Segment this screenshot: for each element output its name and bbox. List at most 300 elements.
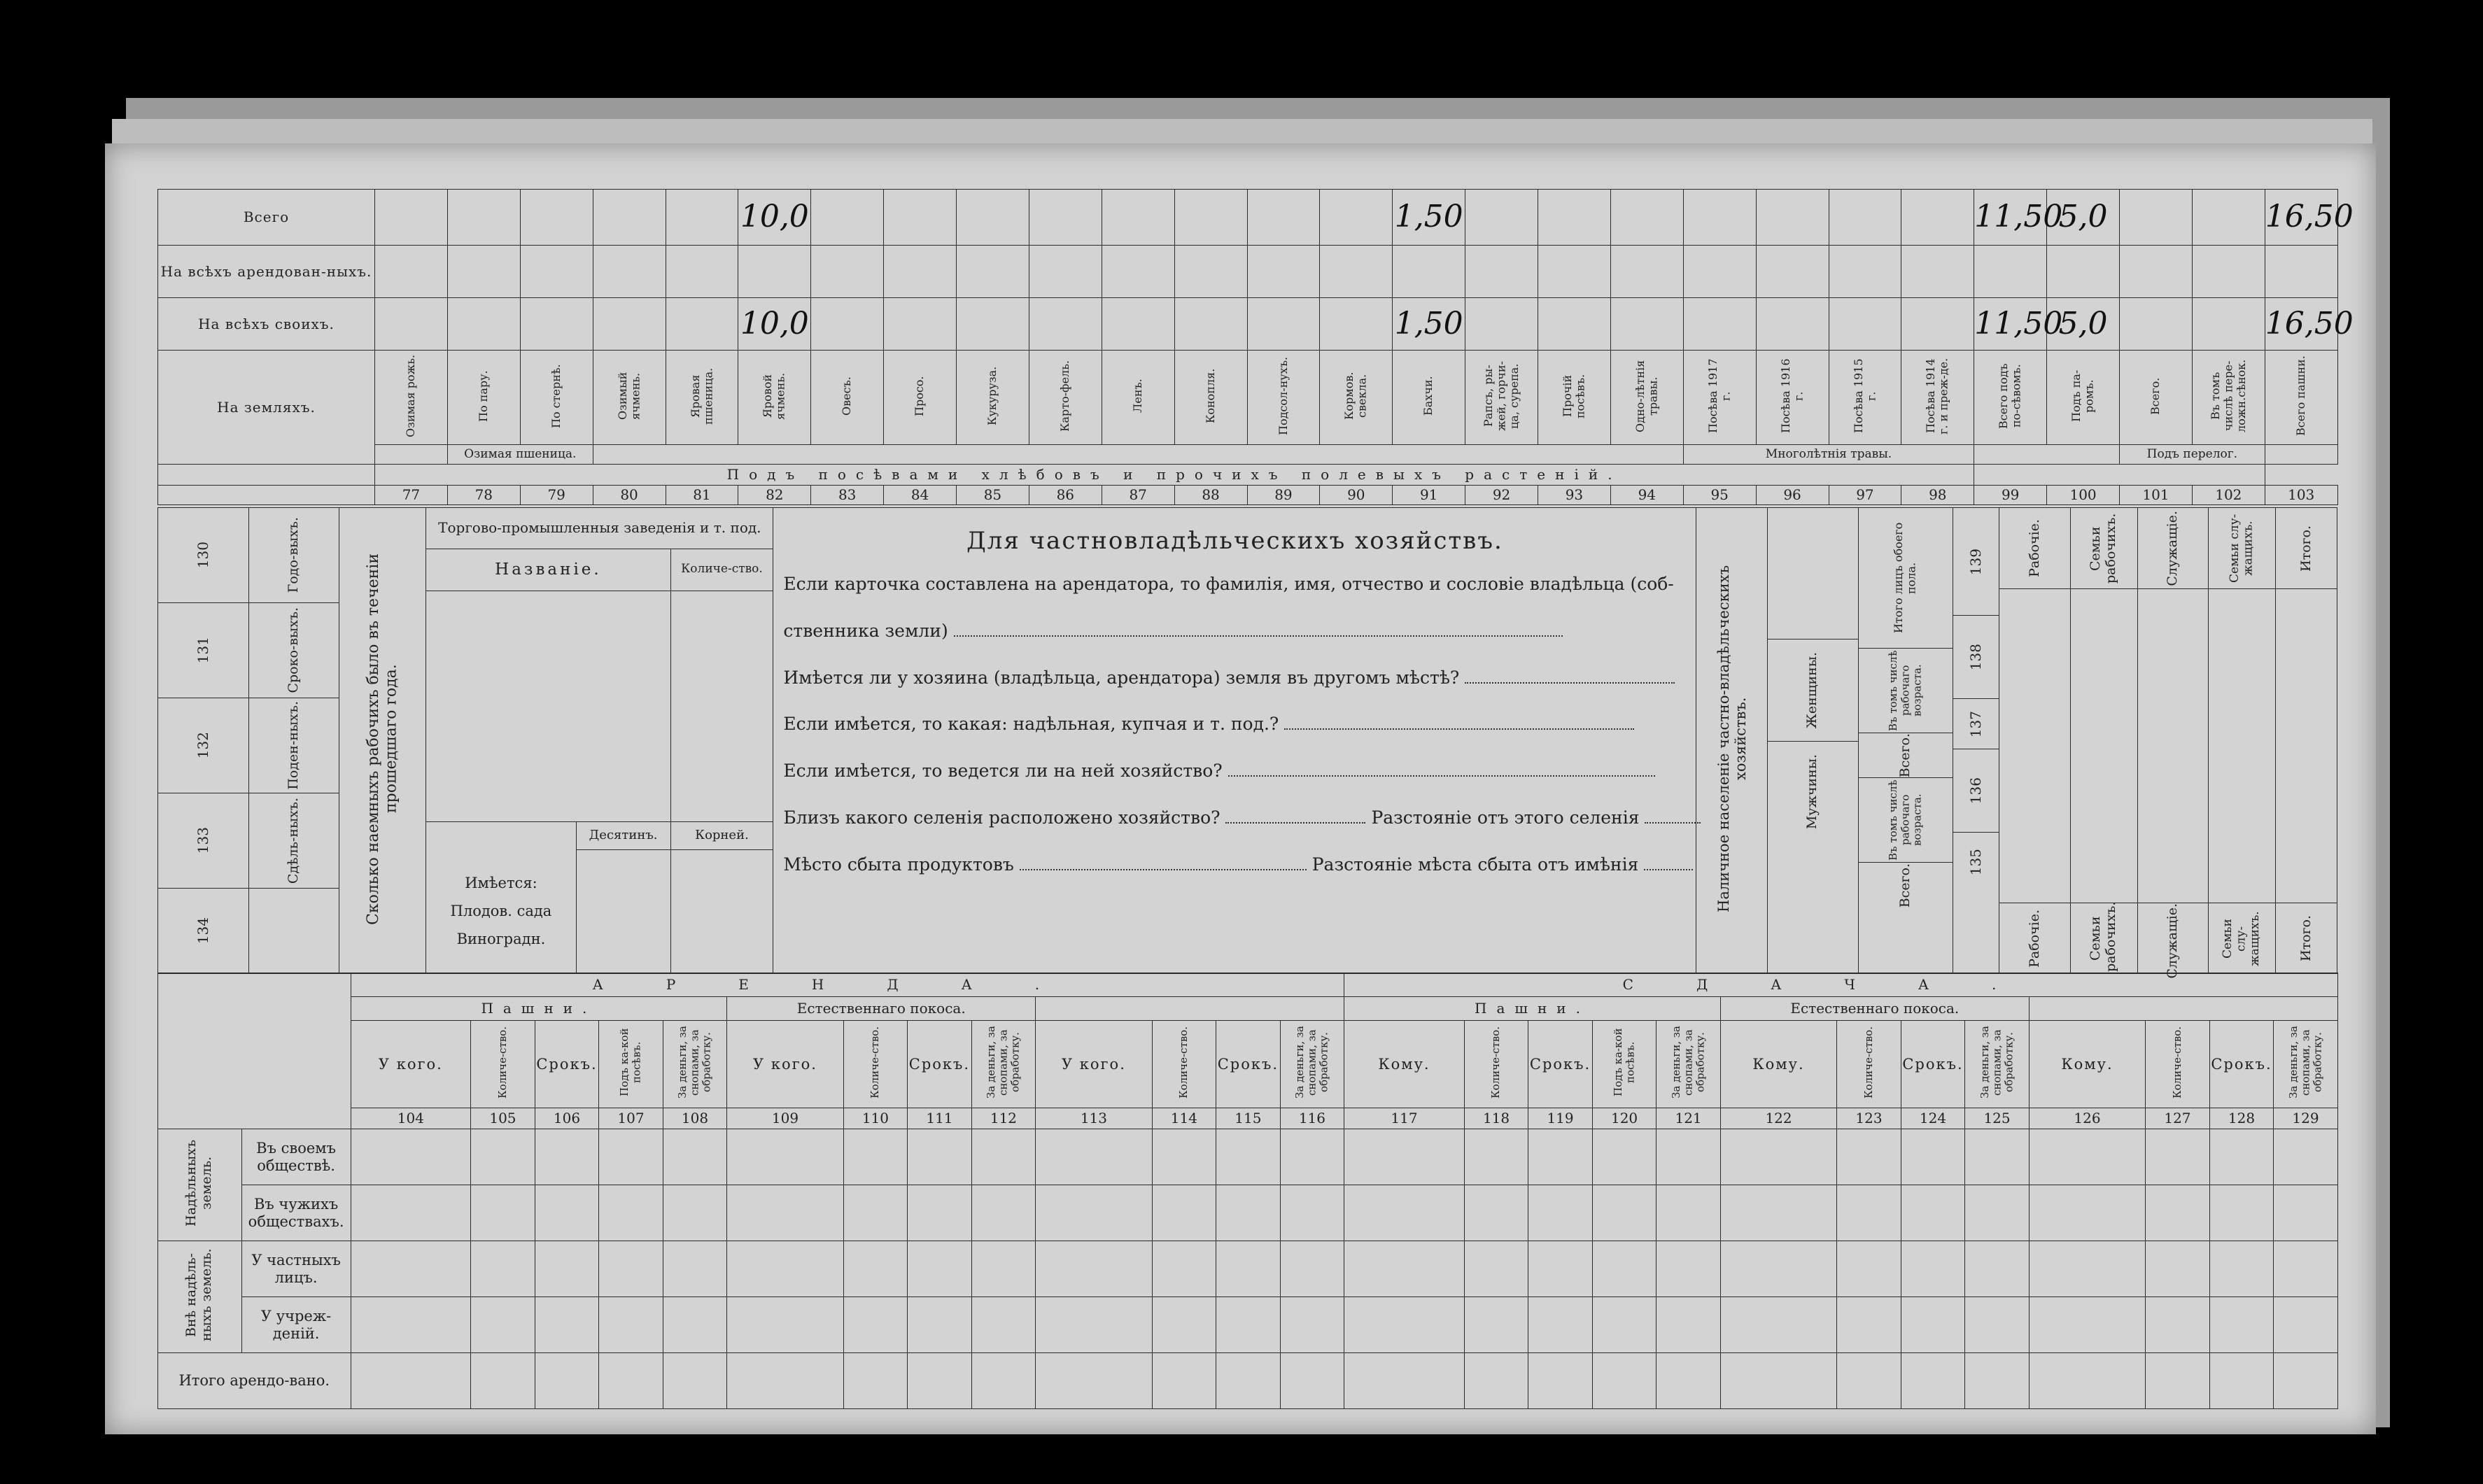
lease-cell[interactable]: [1344, 1129, 1465, 1185]
lease-column-label: Подъ ка-кой посѣвъ.: [618, 1028, 643, 1097]
crop-column-header: [593, 351, 666, 445]
lease-total-cell[interactable]: [1344, 1353, 1465, 1409]
crop-column-header: [1538, 351, 1611, 445]
lease-total-cell[interactable]: [1216, 1353, 1281, 1409]
lease-cell[interactable]: [843, 1129, 908, 1185]
staff-col-employees: [2137, 508, 2208, 979]
crop-cell[interactable]: [2047, 246, 2120, 298]
handwritten-value: 5,0: [2058, 199, 2108, 235]
crop-cell[interactable]: [957, 298, 1029, 351]
lease-total-cell[interactable]: [908, 1353, 972, 1409]
crop-cell[interactable]: [1029, 246, 1102, 298]
lease-cell[interactable]: [2274, 1129, 2338, 1185]
lease-total-cell[interactable]: [1965, 1353, 2030, 1409]
lease-cell[interactable]: [2029, 1129, 2145, 1185]
trade-name-field[interactable]: [426, 591, 670, 821]
crop-cell[interactable]: [1320, 298, 1393, 351]
lease-cell[interactable]: [2146, 1241, 2210, 1297]
crop-cell[interactable]: [1393, 246, 1465, 298]
lease-column-label: Количе-ство.: [2170, 1026, 2183, 1098]
lease-cell[interactable]: [1837, 1241, 1901, 1297]
crop-label: Озимая рожь.: [404, 354, 418, 437]
lease-cell[interactable]: [1280, 1297, 1344, 1353]
lease-cell[interactable]: [471, 1241, 535, 1297]
crop-label: Кукуруза.: [985, 366, 999, 425]
lease-cell[interactable]: [663, 1241, 727, 1297]
crop-cell[interactable]: [1756, 246, 1829, 298]
handwritten-value: 16,50: [2265, 199, 2354, 235]
crop-cell[interactable]: [1610, 190, 1683, 246]
handwritten-value: 1,50: [1394, 305, 1463, 341]
lease-cell[interactable]: [471, 1297, 535, 1353]
column-number: 88: [1174, 486, 1247, 505]
lease-cell[interactable]: [351, 1185, 471, 1241]
desyatin-field[interactable]: [576, 850, 670, 974]
trade-qty-field[interactable]: [670, 591, 773, 821]
crop-column-header: [2120, 351, 2193, 445]
column-number: 100: [2047, 486, 2120, 505]
question-owner: Если карточка составлена на арендатора, то фамилiя, имя, отчество и сословiе владѣльца (соб-: [783, 574, 1674, 595]
lease-cell[interactable]: [1720, 1297, 1836, 1353]
lease-total-cell[interactable]: [1152, 1353, 1216, 1409]
employee-families-field[interactable]: [2209, 589, 2275, 903]
crop-column-header: [1974, 351, 2047, 445]
crop-cell[interactable]: [1465, 190, 1538, 246]
crop-cell[interactable]: [1102, 190, 1174, 246]
lease-total-cell[interactable]: [1720, 1353, 1836, 1409]
land-kind-field[interactable]: [1284, 716, 1634, 730]
lease-cell[interactable]: [2029, 1297, 2145, 1353]
lease-total-cell[interactable]: [599, 1353, 663, 1409]
lease-cell[interactable]: [1656, 1129, 1721, 1185]
lease-cell[interactable]: [535, 1241, 599, 1297]
column-number: 79: [520, 486, 593, 505]
worker-families-field[interactable]: [2071, 589, 2137, 903]
crop-cell[interactable]: [520, 298, 593, 351]
lease-cell[interactable]: [1592, 1241, 1656, 1297]
lease-column-label: Кому.: [2061, 1055, 2113, 1073]
column-number: 85: [957, 486, 1029, 505]
crop-cell[interactable]: [447, 246, 520, 298]
lease-cell[interactable]: [1216, 1297, 1281, 1353]
lease-cell[interactable]: [2146, 1297, 2210, 1353]
crop-cell[interactable]: [1901, 190, 1974, 246]
lease-cell[interactable]: [351, 1241, 471, 1297]
village-field[interactable]: [1225, 810, 1365, 824]
lease-cell[interactable]: [1280, 1129, 1344, 1185]
lease-cell[interactable]: [1837, 1297, 1901, 1353]
lease-cell[interactable]: [663, 1297, 727, 1353]
kornei-field[interactable]: [670, 850, 773, 974]
lease-cell[interactable]: [1901, 1129, 1965, 1185]
lease-total-cell[interactable]: [2146, 1353, 2210, 1409]
lease-cell[interactable]: [1720, 1185, 1836, 1241]
crop-cell[interactable]: [2120, 298, 2193, 351]
lease-column-header: [1592, 1021, 1656, 1108]
lease-cell[interactable]: [1036, 1129, 1152, 1185]
form-title: Для частновладѣльческихъ хозяйствъ.: [966, 527, 1503, 555]
lease-cell[interactable]: [1528, 1297, 1593, 1353]
lease-cell[interactable]: [1592, 1297, 1656, 1353]
lease-cell[interactable]: [471, 1129, 535, 1185]
crop-cell[interactable]: [593, 298, 666, 351]
lease-total-cell[interactable]: [351, 1353, 471, 1409]
crop-cell[interactable]: [1320, 246, 1393, 298]
lease-cell[interactable]: [908, 1297, 972, 1353]
lease-cell[interactable]: [1528, 1241, 1593, 1297]
lease-column-header: [971, 1021, 1036, 1108]
crop-cell[interactable]: [1683, 246, 1756, 298]
sdacha-header: СДАЧА.: [1344, 973, 2338, 997]
lease-cell[interactable]: [1656, 1297, 1721, 1353]
lease-column-number: 129: [2274, 1108, 2338, 1129]
lease-total-cell[interactable]: [843, 1353, 908, 1409]
group-non-allotment-land: [158, 1241, 242, 1353]
lease-cell[interactable]: [2274, 1297, 2338, 1353]
crop-cell[interactable]: [811, 246, 884, 298]
crop-cell[interactable]: [1320, 190, 1393, 246]
lease-cell[interactable]: [1965, 1297, 2030, 1353]
total-header: Итого.: [2298, 525, 2314, 572]
lease-cell[interactable]: [843, 1297, 908, 1353]
crop-cell[interactable]: [884, 190, 957, 246]
crop-cell[interactable]: [1829, 298, 1901, 351]
lease-cell[interactable]: [727, 1185, 843, 1241]
lease-column-number: 105: [471, 1108, 535, 1129]
lease-cell[interactable]: [471, 1185, 535, 1241]
crops-table: [157, 189, 2354, 505]
total-footer: Итого.: [2298, 915, 2314, 961]
lease-cell[interactable]: [1901, 1297, 1965, 1353]
lease-cell[interactable]: [1592, 1129, 1656, 1185]
lease-total-cell[interactable]: [2274, 1353, 2338, 1409]
crop-cell[interactable]: [520, 246, 593, 298]
lease-cell[interactable]: [663, 1185, 727, 1241]
lease-cell[interactable]: [599, 1241, 663, 1297]
lease-cell[interactable]: [2146, 1129, 2210, 1185]
crop-cell[interactable]: [1247, 190, 1320, 246]
lease-cell[interactable]: [1216, 1185, 1281, 1241]
num-131: 131: [194, 637, 211, 664]
crop-cell[interactable]: [1829, 246, 1901, 298]
lease-cell[interactable]: [2209, 1297, 2274, 1353]
lease-cell[interactable]: [2274, 1185, 2338, 1241]
lease-total-cell[interactable]: [971, 1353, 1036, 1409]
crop-cell[interactable]: [375, 246, 448, 298]
crop-cell[interactable]: [375, 298, 448, 351]
crop-cell[interactable]: [957, 190, 1029, 246]
men-label: Мужчины.: [1804, 754, 1820, 830]
lease-cell[interactable]: [535, 1185, 599, 1241]
staff-col-workers: [1999, 508, 2070, 974]
lease-cell[interactable]: [1965, 1185, 2030, 1241]
crop-column-header: [1465, 351, 1538, 445]
village-distance-field[interactable]: [1645, 810, 1701, 824]
crop-cell[interactable]: [1683, 298, 1756, 351]
crop-cell[interactable]: [375, 190, 448, 246]
lease-cell[interactable]: [1528, 1185, 1593, 1241]
crop-cell[interactable]: [811, 190, 884, 246]
lease-cell[interactable]: [1152, 1297, 1216, 1353]
crop-cell[interactable]: [1829, 190, 1901, 246]
crop-cell[interactable]: [1610, 246, 1683, 298]
lease-cell[interactable]: [1656, 1185, 1721, 1241]
label-srokovyh: Сроко-выхъ.: [286, 607, 302, 693]
crop-cell[interactable]: [1901, 246, 1974, 298]
lease-cell[interactable]: [351, 1297, 471, 1353]
lease-total-cell[interactable]: [1656, 1353, 1721, 1409]
crop-column-header: [811, 351, 884, 445]
lease-cell[interactable]: [1152, 1185, 1216, 1241]
lease-cell[interactable]: [1280, 1185, 1344, 1241]
men-working-age-label: Въ томъ числѣ рабочаго возраста.: [1886, 779, 1924, 861]
crop-cell[interactable]: [1029, 190, 1102, 246]
lease-cell[interactable]: [1464, 1129, 1528, 1185]
employees-field[interactable]: [2138, 589, 2208, 903]
lease-column-header: [1152, 1021, 1216, 1108]
sdacha-other: [2029, 997, 2337, 1021]
crop-cell[interactable]: [738, 190, 811, 246]
crop-cell[interactable]: [2120, 190, 2193, 246]
crop-label: Въ томъ числѣ пере-ложн.сѣнок.: [2208, 359, 2248, 432]
crop-cell[interactable]: [1029, 298, 1102, 351]
crop-column-header: [2192, 351, 2265, 445]
lease-total-cell[interactable]: [1837, 1353, 1901, 1409]
lease-cell[interactable]: [727, 1129, 843, 1185]
lease-total-cell[interactable]: [1464, 1353, 1528, 1409]
lease-cell[interactable]: [1837, 1185, 1901, 1241]
crop-cell[interactable]: [738, 298, 811, 351]
lease-cell[interactable]: [2029, 1241, 2145, 1297]
lease-column-number: 112: [971, 1108, 1036, 1129]
lease-cell[interactable]: [727, 1241, 843, 1297]
crop-label: Просо.: [913, 375, 927, 416]
crop-cell[interactable]: [2192, 246, 2265, 298]
lease-column-header: [1344, 1021, 1465, 1108]
lease-cell[interactable]: [1036, 1185, 1152, 1241]
crop-cell[interactable]: [1247, 246, 1320, 298]
crop-cell[interactable]: [811, 298, 884, 351]
lease-cell[interactable]: [971, 1129, 1036, 1185]
lease-cell[interactable]: [843, 1241, 908, 1297]
crop-cell[interactable]: [666, 298, 738, 351]
crop-cell[interactable]: [666, 246, 738, 298]
crop-column-header: [1393, 351, 1465, 445]
lease-cell[interactable]: [2274, 1241, 2338, 1297]
crop-cell[interactable]: [1756, 298, 1829, 351]
crop-cell[interactable]: [1756, 190, 1829, 246]
trade-qty-header: Количе-ство.: [670, 549, 773, 591]
lease-total-cell[interactable]: [1036, 1353, 1152, 1409]
lease-column-header: [2274, 1021, 2338, 1108]
lease-column-number: 117: [1344, 1108, 1465, 1129]
lease-cell[interactable]: [2209, 1129, 2274, 1185]
crop-cell[interactable]: [1538, 190, 1611, 246]
crop-cell[interactable]: [884, 246, 957, 298]
lease-cell[interactable]: [1965, 1129, 2030, 1185]
lease-column-number: 126: [2029, 1108, 2145, 1129]
group-winter-wheat: Озимая пшеница.: [447, 445, 593, 465]
lease-cell[interactable]: [1280, 1241, 1344, 1297]
lease-cell[interactable]: [971, 1185, 1036, 1241]
lease-cell[interactable]: [1216, 1241, 1281, 1297]
lease-column-number: 119: [1528, 1108, 1593, 1129]
lease-cell[interactable]: [908, 1241, 972, 1297]
lease-total-cell[interactable]: [2029, 1353, 2145, 1409]
lease-cell[interactable]: [1720, 1129, 1836, 1185]
lease-cell[interactable]: [1965, 1241, 2030, 1297]
lease-total-cell[interactable]: [1280, 1353, 1344, 1409]
column-number: 82: [738, 486, 811, 505]
crop-cell[interactable]: [593, 246, 666, 298]
crop-cell[interactable]: [1538, 298, 1611, 351]
crop-label: Карто-фель.: [1058, 360, 1072, 432]
crop-cell[interactable]: [2192, 190, 2265, 246]
market-field[interactable]: [1020, 856, 1307, 870]
crop-cell[interactable]: [2265, 298, 2354, 351]
crop-cell[interactable]: [1247, 298, 1320, 351]
crop-cell[interactable]: [1465, 246, 1538, 298]
farming-field[interactable]: [1228, 763, 1655, 777]
question-village: Близъ какого селенiя расположено хозяйство?: [783, 807, 1221, 828]
lease-cell[interactable]: [1036, 1297, 1152, 1353]
lease-cell[interactable]: [1656, 1241, 1721, 1297]
crop-cell[interactable]: [2265, 190, 2354, 246]
lease-cell[interactable]: [2209, 1241, 2274, 1297]
lease-cell[interactable]: [1901, 1241, 1965, 1297]
lease-cell[interactable]: [971, 1241, 1036, 1297]
lease-cell[interactable]: [1837, 1129, 1901, 1185]
lease-cell[interactable]: [1528, 1129, 1593, 1185]
lease-cell[interactable]: [599, 1185, 663, 1241]
crop-cell[interactable]: [1102, 246, 1174, 298]
lease-cell[interactable]: [663, 1129, 727, 1185]
lease-cell[interactable]: [1592, 1185, 1656, 1241]
lease-column-header: [471, 1021, 535, 1108]
lease-column-number: 118: [1464, 1108, 1528, 1129]
crop-cell[interactable]: [738, 246, 811, 298]
lease-column-label: За деньги, за снопами, за обработку.: [1978, 1026, 2016, 1099]
lease-total-cell[interactable]: [1592, 1353, 1656, 1409]
crop-cell[interactable]: [520, 190, 593, 246]
column-number: 80: [593, 486, 666, 505]
lease-cell[interactable]: [599, 1297, 663, 1353]
market-distance-field[interactable]: [1644, 856, 1693, 870]
crop-label: Рапсъ, ры-жей, горчи-ца, сурепа.: [1481, 360, 1521, 431]
crop-cell[interactable]: [2265, 246, 2337, 298]
crop-cell[interactable]: [1683, 190, 1756, 246]
crop-cell[interactable]: [666, 190, 738, 246]
num-133: 133: [194, 827, 211, 854]
crop-cell[interactable]: [1393, 298, 1465, 351]
crop-cell[interactable]: [1901, 298, 1974, 351]
crop-cell[interactable]: [447, 190, 520, 246]
lease-total-cell[interactable]: [1528, 1353, 1593, 1409]
card-grid: [157, 189, 2354, 1424]
question-other-land: Имѣется ли у хозяина (владѣльца, арендатора) земля въ другомъ мѣстѣ?: [783, 667, 1460, 688]
lease-cell[interactable]: [1036, 1241, 1152, 1297]
crop-cell[interactable]: [447, 298, 520, 351]
label-podennyh: Поден-ныхъ.: [286, 700, 302, 790]
lease-cell[interactable]: [599, 1129, 663, 1185]
lease-cell[interactable]: [2146, 1185, 2210, 1241]
crop-cell[interactable]: [1465, 298, 1538, 351]
crop-cell[interactable]: [2192, 298, 2265, 351]
lease-cell[interactable]: [351, 1129, 471, 1185]
lease-cell[interactable]: [535, 1129, 599, 1185]
crop-cell[interactable]: [1610, 298, 1683, 351]
crop-cell[interactable]: [1102, 298, 1174, 351]
lease-cell[interactable]: [908, 1185, 972, 1241]
lease-column-header: [1280, 1021, 1344, 1108]
crop-cell[interactable]: [1538, 246, 1611, 298]
lease-cell[interactable]: [535, 1297, 599, 1353]
staff-col-total: [2275, 508, 2337, 974]
label-godovyh: Годо-выхъ.: [286, 517, 302, 593]
lease-cell[interactable]: [1152, 1241, 1216, 1297]
lease-cell[interactable]: [1152, 1129, 1216, 1185]
crop-cell[interactable]: [1974, 246, 2047, 298]
lease-total-cell[interactable]: [2209, 1353, 2274, 1409]
crop-cell[interactable]: [1174, 190, 1247, 246]
lease-cell[interactable]: [843, 1185, 908, 1241]
crop-cell[interactable]: [1974, 190, 2063, 246]
crop-cell[interactable]: [1974, 298, 2063, 351]
total-field[interactable]: [2276, 589, 2337, 903]
lease-cell[interactable]: [971, 1297, 1036, 1353]
lease-total-cell[interactable]: [663, 1353, 727, 1409]
lease-cell[interactable]: [727, 1297, 843, 1353]
crop-cell[interactable]: [1174, 246, 1247, 298]
lease-table: [157, 973, 2338, 1409]
other-land-field[interactable]: [1465, 670, 1675, 684]
owner-field[interactable]: [954, 623, 1563, 637]
crop-cell[interactable]: [2120, 246, 2193, 298]
lease-total-cell[interactable]: [471, 1353, 535, 1409]
lease-cell[interactable]: [2029, 1185, 2145, 1241]
crop-cell[interactable]: [957, 246, 1029, 298]
num-132: 132: [194, 732, 211, 759]
lease-cell[interactable]: [1344, 1241, 1465, 1297]
total-leased-label: Итого арендо-вано.: [158, 1353, 351, 1409]
lease-cell[interactable]: [1464, 1241, 1528, 1297]
lease-cell[interactable]: [1216, 1129, 1281, 1185]
crop-cell[interactable]: [593, 190, 666, 246]
lease-cell[interactable]: [2209, 1185, 2274, 1241]
middle-section: [157, 507, 2337, 979]
lease-cell[interactable]: [1901, 1185, 1965, 1241]
num-136: 136: [1967, 777, 1985, 805]
crop-cell[interactable]: [884, 298, 957, 351]
lease-total-cell[interactable]: [1901, 1353, 1965, 1409]
lease-total-cell[interactable]: [727, 1353, 843, 1409]
lease-cell[interactable]: [1464, 1185, 1528, 1241]
crop-cell[interactable]: [1174, 298, 1247, 351]
num-spacer: [158, 486, 375, 505]
workers-footer: Рабочiе.: [2026, 909, 2042, 968]
lease-cell[interactable]: [1464, 1297, 1528, 1353]
lease-column-header: [2209, 1021, 2274, 1108]
workers-field[interactable]: [1999, 589, 2069, 903]
crop-cell[interactable]: [1393, 190, 1465, 246]
question-farming: Если имѣется, то ведется ли на ней хозяйство?: [783, 761, 1223, 782]
lease-column-header: [1965, 1021, 2030, 1108]
lease-cell[interactable]: [1344, 1297, 1465, 1353]
lease-cell[interactable]: [1720, 1241, 1836, 1297]
lease-total-cell[interactable]: [535, 1353, 599, 1409]
lease-cell[interactable]: [908, 1129, 972, 1185]
lease-cell[interactable]: [1344, 1185, 1465, 1241]
